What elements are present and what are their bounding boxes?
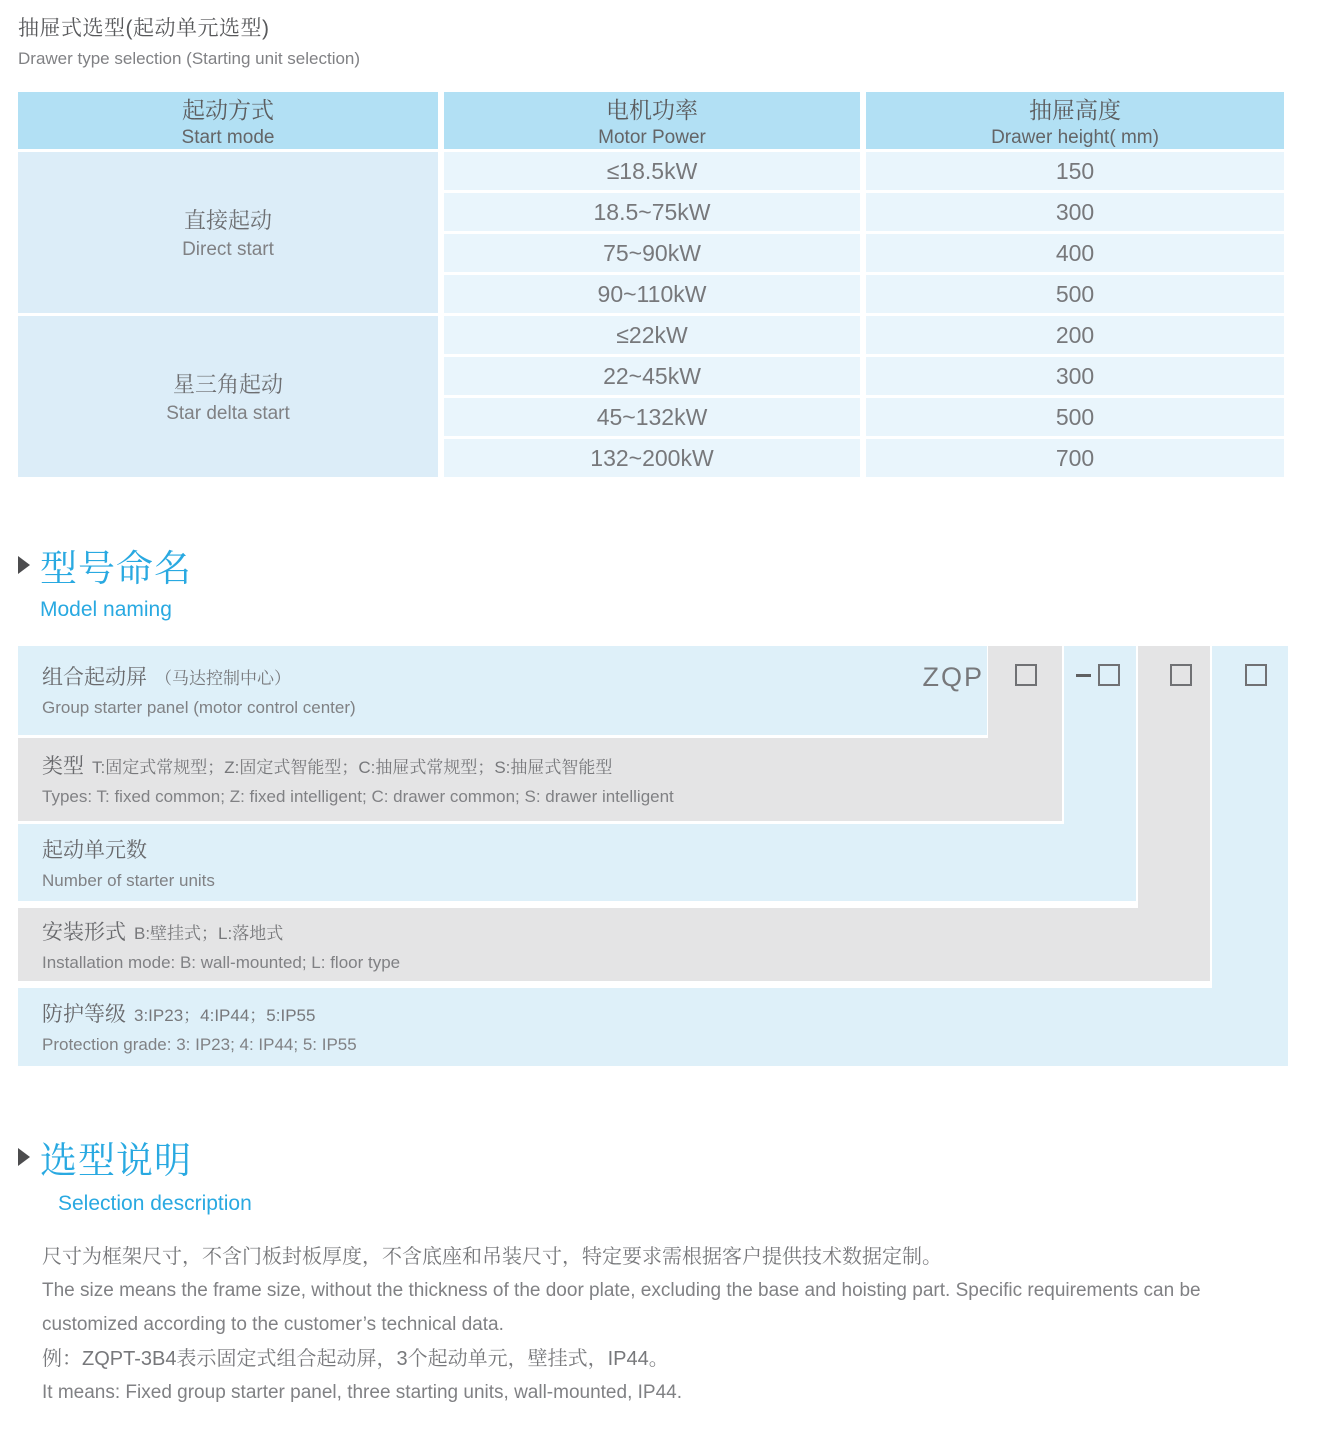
row-detail-cn: 3:IP23；4:IP44；5:IP55 [134,1006,316,1025]
description-line-cn: 尺寸为框架尺寸，不含门板封板厚度，不含底座和吊装尺寸，特定要求需根据客户提供技术数据定制。 [42,1246,942,1268]
section-title-en: Model naming [40,598,172,621]
col-header-en: Motor Power [598,127,706,148]
height-cell: 200 [866,316,1284,354]
power-cell: 18.5~75kW [444,193,860,231]
page-title-en: Drawer type selection (Starting unit selection) [18,49,361,68]
col-header-start-mode [18,92,438,149]
mode-cell-star-delta-start [18,316,438,477]
row-label-cn: 类型 [42,755,84,778]
naming-row-installation [18,908,1210,981]
power-cell: 90~110kW [444,275,860,313]
model-naming-section-title [18,538,1304,592]
row-label-en: Protection grade: 3: IP23; 4: IP44; 5: IP55 [42,1035,357,1054]
section-title-en: Selection description [58,1192,252,1215]
triangle-bullet-icon [18,556,30,574]
height-cell: 300 [866,357,1284,395]
naming-row-type [18,738,1062,821]
row-label-en: Number of starter units [42,871,215,890]
row-label-en: Types: T: fixed common; Z: fixed intelligent; C: drawer common; S: drawer intelligent [42,787,674,806]
table-row [18,316,1284,354]
row-label-cn: 防护等级 [42,1003,126,1026]
row-label-cn: 组合起动屏 [42,666,147,689]
selection-description-body [42,1240,1292,1410]
mode-cell-direct-start [18,152,438,313]
mode-en: Star delta start [166,403,290,424]
power-cell: ≤18.5kW [444,152,860,190]
power-cell: 22~45kW [444,357,860,395]
mode-cn: 直接起动 [183,208,272,233]
row-detail-cn: （马达控制中心） [155,669,291,688]
height-cell: 500 [866,275,1284,313]
height-cell: 700 [866,439,1284,477]
col-header-cn: 电机功率 [606,97,698,123]
col-header-drawer-height [866,92,1284,149]
page-title-cn: 抽屉式选型(起动单元选型) [18,17,270,40]
table-row [18,152,1284,190]
height-cell: 500 [866,398,1284,436]
row-detail-cn: B:壁挂式；L:落地式 [134,924,284,943]
mode-en: Direct start [182,239,274,260]
height-cell: 300 [866,193,1284,231]
height-cell: 150 [866,152,1284,190]
row-label-en: Installation mode: B: wall-mounted; L: floor type [42,953,401,972]
section-title-cn: 型号命名 [40,548,192,589]
selection-description-section-title [18,1130,1304,1184]
col-header-en: Drawer height( mm) [991,127,1159,148]
mode-cn: 星三角起动 [172,372,283,397]
model-code-prefix: ZQP [922,662,984,692]
code-slot-box-type [1015,664,1037,686]
col-header-cn: 抽屉高度 [1029,97,1121,123]
height-cell: 400 [866,234,1284,272]
section-title-cn: 选型说明 [40,1140,192,1181]
power-cell: 45~132kW [444,398,860,436]
naming-row-units [18,824,1136,901]
col-header-motor-power [444,92,860,149]
row-detail-cn: T:固定式常规型；Z:固定式智能型；C:抽屉式常规型；S:抽屉式智能型 [92,758,613,777]
table-header-row [18,92,1284,149]
example-line-en: It means: Fixed group starter panel, three starting units, wall-mounted, IP44. [42,1382,682,1403]
power-cell: 75~90kW [444,234,860,272]
row-label-cn: 起动单元数 [42,839,147,862]
power-cell: 132~200kW [444,439,860,477]
code-slot-box-protection [1245,664,1267,686]
naming-row-protection [18,988,1288,1066]
row-label-en: Group starter panel (motor control center) [42,698,356,717]
code-slot-box-installation [1170,664,1192,686]
col-header-en: Start mode [181,127,275,148]
code-dash [1076,674,1091,677]
row-label-cn: 安装形式 [42,921,126,944]
code-slot-box-units [1098,664,1120,686]
naming-row-product [18,646,987,735]
model-naming-diagram [18,646,1288,1066]
power-cell: ≤22kW [444,316,860,354]
example-line-cn: 例：ZQPT-3B4表示固定式组合起动屏，3个起动单元，壁挂式，IP44。 [42,1348,669,1370]
drawer-selection-table [12,89,1290,480]
col-header-cn: 起动方式 [182,97,274,123]
description-line-en: The size means the frame size, without the thickness of the door plate, excluding the base and hoisting part. Specific requirements can be customized according to the customer’s technical data. [42,1280,1201,1335]
triangle-bullet-icon [18,1148,30,1166]
